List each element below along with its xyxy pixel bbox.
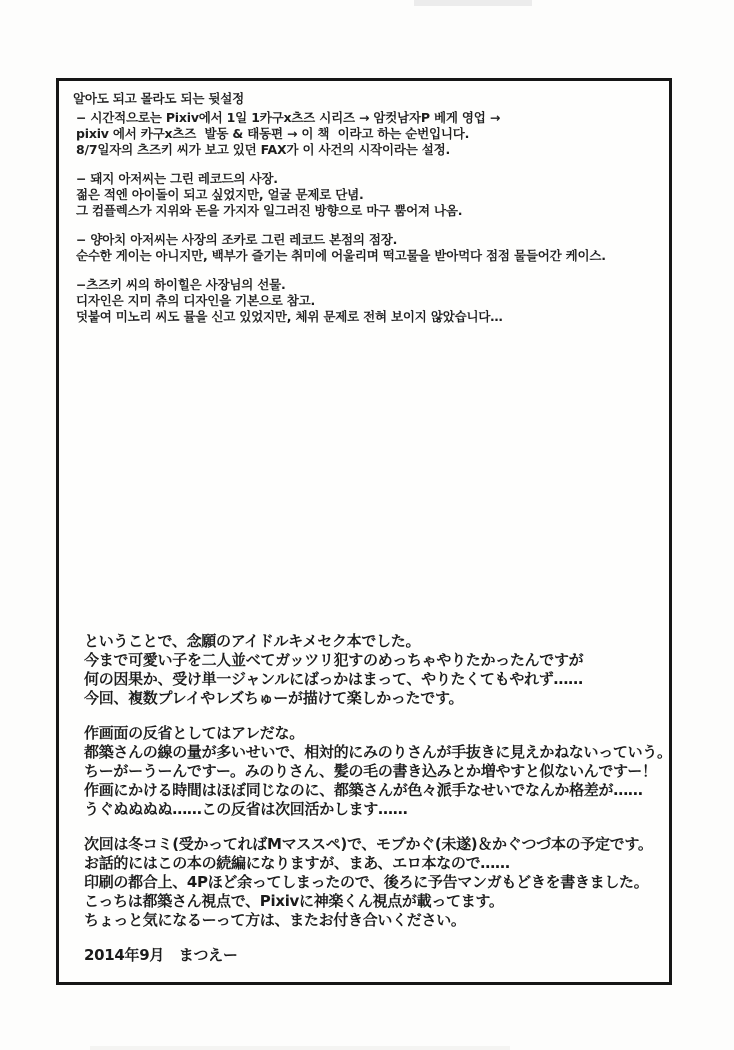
japanese-paragraph-intro	[84, 632, 672, 708]
korean-paragraph-nephew	[76, 232, 606, 264]
text-line: 都築さんの線の量が多いせいで、相対的にみのりさんが手抜きに見えかねないっていう。	[84, 743, 672, 761]
text-line: 젊은 적엔 아이돌이 되고 싶었지만, 얼굴 문제로 단념.	[76, 187, 364, 202]
text-line: ちょっと気になるーって方は、またお付き合いください。	[84, 911, 466, 929]
japanese-paragraph-next-book	[84, 835, 672, 930]
japanese-afterword-section	[84, 632, 672, 965]
text-line: 印刷の都合上、4Pほど余ってしまったので、後ろに予告マンガもどきを書きました。	[84, 873, 649, 891]
korean-notes-section	[73, 91, 606, 338]
text-line: 次回は冬コミ(受かってればMマススペ)で、モブかぐ(未遂)＆かぐつづ本の予定です。	[84, 835, 653, 853]
afterword-frame	[56, 78, 672, 985]
text-line: − 돼지 아저씨는 그린 레코드의 사장.	[76, 171, 278, 186]
scan-artifact-top	[414, 0, 532, 6]
text-line: 何の因果か、受け単一ジャンルにばっかはまって、やりたくてもやれず……	[84, 670, 583, 688]
text-line: うぐぬぬぬぬ……この反省は次回活かします……	[84, 800, 408, 818]
text-line: ちーがーうーんですー。みのりさん、髪の毛の書き込みとか増やすと似ないんですー！	[84, 762, 657, 780]
korean-notes-title: 알아도 되고 몰라도 되는 뒷설정	[73, 91, 244, 106]
text-line: 作画面の反省としてはアレだな。	[84, 724, 304, 742]
text-line: 디자인은 지미 츄의 디자인을 기본으로 참고.	[76, 293, 316, 308]
text-line: 덧붙여 미노리 씨도 뮬을 신고 있었지만, 체위 문제로 전혀 보이지 않았습니다…	[76, 309, 503, 324]
text-line: ということで、念願のアイドルキメセク本でした。	[84, 632, 421, 650]
text-line: − 양아치 아저씨는 사장의 조카로 그린 레코드 본점의 점장.	[76, 232, 398, 247]
text-line: 今回、複数プレイやレズちゅーが描けて楽しかったです。	[84, 689, 464, 707]
text-line: − 시간적으로는 Pixiv에서 1일 1카구x츠즈 시리즈 → 암컷남자P 베게 영업 →	[76, 110, 501, 125]
text-line: こっちは都築さん視点で、Pixivに神楽くん視点が載ってます。	[84, 892, 504, 910]
korean-paragraph-highheels	[76, 277, 606, 325]
text-line: 8/7일자의 츠즈키 씨가 보고 있던 FAX가 이 사건의 시작이라는 설정.	[76, 142, 451, 157]
text-line: お話的にはこの本の続編になりますが、まあ、エロ本なので……	[84, 854, 510, 872]
text-line: 그 컴플렉스가 지위와 돈을 가지자 일그러진 방향으로 마구 뿜어져 나옴.	[76, 203, 463, 218]
text-line: 순수한 게이는 아니지만, 백부가 즐기는 취미에 어울리며 떡고물을 받아먹다 점점 물들어간 케이스.	[76, 248, 606, 263]
text-line: −츠즈키 씨의 하이힐은 사장님의 선물.	[76, 277, 286, 292]
japanese-paragraph-art-reflection	[84, 724, 672, 819]
text-line: 作画にかける時間はほぼ同じなのに、都築さんが色々派手なせいでなんか格差が……	[84, 781, 643, 799]
korean-paragraph-president	[76, 171, 606, 219]
signature-line: 2014年9月 まつえー	[84, 946, 238, 964]
korean-paragraph-timeline	[76, 110, 606, 158]
text-line: pixiv 에서 카구x츠즈 발동 & 태동편 → 이 책 이라고 하는 순번입니다.	[76, 126, 470, 141]
scan-artifact-bottom	[90, 1046, 510, 1050]
text-line: 今まで可愛い子を二人並べてガッツリ犯すのめっちゃやりたかったんですが	[84, 651, 584, 669]
